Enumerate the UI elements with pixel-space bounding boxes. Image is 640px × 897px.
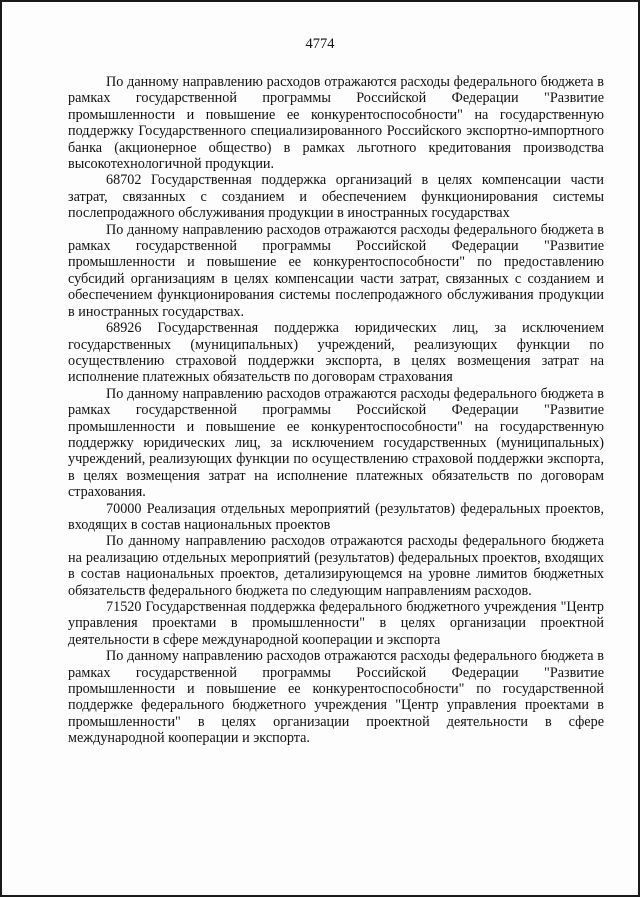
document-body [68,74,604,747]
paragraph-expense-description: По данному направлению расходов отражаются расходы федерального бюджета на реализацию отдельных мероприятий (результатов) федеральных проектов, входящих в состав национальных проектов, детализирующемся на уровне лимитов бюджетных обязательств федерального бюджета по следующим направлениям расходов. [68,533,604,599]
paragraph-expense-description: По данному направлению расходов отражаются расходы федерального бюджета в рамках государственной программы Российской Федерации "Развитие промышленности и повышение ее конкурентоспособности" по государственной поддержке федерального бюджетного учреждения "Центр управления проектами в промышленности" в целях организации проектной деятельности в сфере международной кооперации и экспорта. [68,648,604,747]
paragraph-expense-description: По данному направлению расходов отражаются расходы федерального бюджета в рамках государственной программы Российской Федерации "Развитие промышленности и повышение ее конкурентоспособности" по предоставлению субсидий организациям в целях компенсации части затрат, связанных с созданием и обеспечением функционирования системы послепродажного обслуживания продукции в иностранных государствах. [68,221,604,320]
paragraph-expense-description: По данному направлению расходов отражаются расходы федерального бюджета в рамках государственной программы Российской Федерации "Развитие промышленности и повышение ее конкурентоспособности" на государственную поддержку юридических лиц, за исключением государственных (муниципальных) учреждений, реализующих функции по осуществлению страховой поддержки экспорта, в целях возмещения затрат на исполнение платежных обязательств по договорам страхования. [68,385,604,501]
page-number: 4774 [305,36,335,52]
paragraph-expense-description: По данному направлению расходов отражаются расходы федерального бюджета в рамках государственной программы Российской Федерации "Развитие промышленности и повышение ее конкурентоспособности" на государственную поддержку Государственного специализированного Российского экспортно-импортного банка (акционерное общество) в рамках льготного кредитования производства высокотехнологичной продукции. [68,74,604,173]
paragraph-code-68702: 68702 Государственная поддержка организаций в целях компенсации части затрат, связанных с созданием и обеспечением функционирования системы послепродажного обслуживания продукции в иностранных государствах [68,172,604,222]
paragraph-code-70000: 70000 Реализация отдельных мероприятий (результатов) федеральных проектов, входящих в состав национальных проектов [68,500,604,533]
paragraph-code-68926: 68926 Государственная поддержка юридических лиц, за исключением государственных (муниципальных) учреждений, реализующих функции по осуществлению страховой поддержки экспорта, в целях возмещения затрат на исполнение платежных обязательств по договорам страхования [68,320,604,386]
paragraph-code-71520: 71520 Государственная поддержка федерального бюджетного учреждения "Центр управления проектами в промышленности" в целях организации проектной деятельности в сфере международной кооперации и экспорта [68,599,604,648]
